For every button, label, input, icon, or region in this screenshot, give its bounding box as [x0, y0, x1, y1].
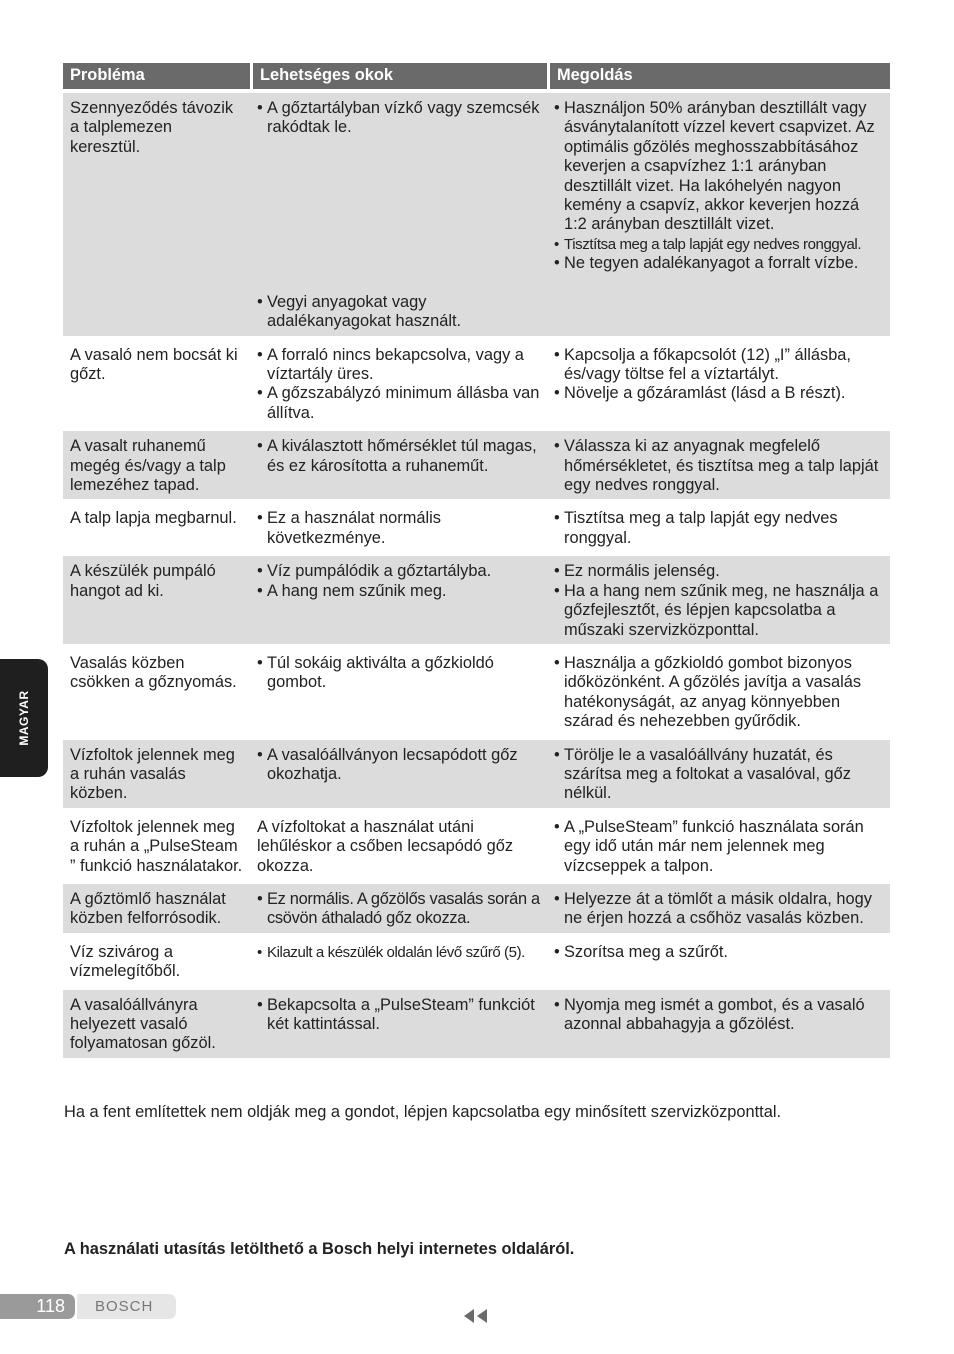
table-row: [63, 986, 890, 1058]
solution-item: • Ha a hang nem szűnik meg, ne használja a gőzfejlesztőt, és lépjen kapcsolatba a műszaki szervizközponttal.: [554, 582, 883, 640]
table-row: [63, 552, 890, 644]
cause-item: • Vegyi anyagokat vagy adalékanyagokat használt.: [257, 293, 540, 332]
language-side-tab: [0, 659, 48, 777]
download-note: A használati utasítás letölthető a Bosch helyi internetes oldaláról.: [64, 1240, 575, 1258]
solution-cell: [547, 427, 890, 499]
problem-cell: A vasalt ruhanemű megég és/vagy a talp lemezéhez tapad.: [63, 427, 250, 499]
solution-item: • A „PulseSteam” funkció használata során egy idő után már nem jelennek meg vízcseppek a talpon.: [554, 818, 883, 876]
problem-cell: Vízfoltok jelennek meg a ruhán a „PulseSteam ” funkció használatakor.: [63, 808, 250, 880]
solution-item: • Helyezze át a tömlőt a másik oldalra, hogy ne érjen hozzá a csőhöz vasalás közben.: [554, 890, 883, 929]
causes-cell: [250, 336, 547, 428]
causes-cell: [250, 499, 547, 552]
solution-item: • Használjon 50% arányban desztillált vagy ásványtalanított vízzel kevert csapvizet. Az optimális gőzölés meghosszabbításához keverjen a csapvízhez 1:1 arányban desztillált vizet. Ha lakóhelyén nagyon kemény a csapvíz, akkor keverjen hozzá 1:2 arányban desztillált vizet.: [554, 99, 883, 235]
table-row: [63, 808, 890, 880]
cause-item: • A hang nem szűnik meg.: [257, 582, 540, 601]
troubleshooting-table: [63, 63, 890, 1058]
problem-cell: Szennyeződés távozik a talplemezen keresztül.: [63, 89, 250, 336]
side-tab-label: MAGYAR: [17, 690, 31, 746]
causes-cell: [250, 552, 547, 644]
table-row: [63, 880, 890, 933]
table-header-row: [63, 63, 890, 89]
solution-cell: [547, 644, 890, 736]
cause-item: • Víz pumpálódik a gőztartályba.: [257, 562, 540, 581]
causes-cell: [250, 933, 547, 986]
header-solution: Megoldás: [547, 63, 890, 89]
solution-item: • Szorítsa meg a szűrőt.: [554, 943, 883, 962]
table-row: [63, 89, 890, 336]
table-row: [63, 644, 890, 736]
cause-item: • A forraló nincs bekapcsolva, vagy a víztartály üres.: [257, 346, 540, 385]
solution-item: • Ne tegyen adalékanyagot a forralt vízbe.: [554, 254, 883, 273]
solution-item: • Használja a gőzkioldó gombot bizonyos időközönként. A gőzölés javítja a vasalás hatékonyságát, az anyag könnyebben szárad és nehezebben gyűrődik.: [554, 654, 883, 732]
problem-cell: A talp lapja megbarnul.: [63, 499, 250, 552]
table-row: [63, 933, 890, 986]
solution-cell: [547, 89, 890, 336]
problem-cell: A vasalóállványra helyezett vasaló folyamatosan gőzöl.: [63, 986, 250, 1058]
solution-cell: [547, 986, 890, 1058]
solution-cell: [547, 736, 890, 808]
table-row: [63, 736, 890, 808]
solution-item: • Kapcsolja a főkapcsolót (12) „I” állásba, és/vagy töltse fel a víztartályt.: [554, 346, 883, 385]
causes-cell: [250, 986, 547, 1058]
causes-cell: [250, 89, 547, 336]
cause-item: • Ez normális. A gőzölős vasalás során a csövön áthaladó gőz okozza.: [257, 890, 540, 929]
solution-item: • Növelje a gőzáramlást (lásd a B részt).: [554, 384, 883, 403]
problem-cell: A gőztömlő használat közben felforrósodik.: [63, 880, 250, 933]
problem-cell: Vasalás közben csökken a gőznyomás.: [63, 644, 250, 736]
problem-cell: Vízfoltok jelennek meg a ruhán vasalás közben.: [63, 736, 250, 808]
cause-item: • A gőzszabályzó minimum állásba van állítva.: [257, 384, 540, 423]
service-note: Ha a fent említettek nem oldják meg a gondot, lépjen kapcsolatba egy minősített szervizközponttal.: [64, 1103, 782, 1121]
solution-cell: [547, 808, 890, 880]
solution-cell: [547, 499, 890, 552]
cause-item: • Túl sokáig aktiválta a gőzkioldó gombot.: [257, 654, 540, 693]
solution-item: • Válassza ki az anyagnak megfelelő hőmérsékletet, és tisztítsa meg a talp lapját egy nedves ronggyal.: [554, 437, 883, 495]
solution-item: • Ez normális jelenség.: [554, 562, 883, 581]
double-left-arrow-icon[interactable]: [462, 1308, 490, 1324]
causes-cell: [250, 427, 547, 499]
table-row: [63, 427, 890, 499]
causes-cell: A vízfoltokat a használat utáni lehűléskor a csőben lecsapódó gőz okozza.: [250, 808, 547, 880]
solution-item: • Törölje le a vasalóállvány huzatát, és szárítsa meg a foltokat a vasalóval, gőz nélkül.: [554, 746, 883, 804]
cause-item: • Bekapcsolta a „PulseSteam” funkciót két kattintással.: [257, 996, 540, 1035]
page-number: 118: [0, 1294, 75, 1319]
solution-item: • Nyomja meg ismét a gombot, és a vasaló azonnal abbahagyja a gőzölést.: [554, 996, 883, 1035]
problem-cell: Víz szivárog a vízmelegítőből.: [63, 933, 250, 986]
cause-item: • Ez a használat normális következménye.: [257, 509, 540, 548]
table-row: [63, 499, 890, 552]
problem-cell: A készülék pumpáló hangot ad ki.: [63, 552, 250, 644]
solution-item: • Tisztítsa meg a talp lapját egy nedves ronggyal.: [554, 235, 883, 254]
cause-item: • A vasalóállványon lecsapódott gőz okozhatja.: [257, 746, 540, 785]
problem-cell: A vasaló nem bocsát ki gőzt.: [63, 336, 250, 428]
causes-cell: [250, 880, 547, 933]
solution-cell: [547, 552, 890, 644]
cause-item: • A gőztartályban vízkő vagy szemcsék rakódtak le.: [257, 99, 540, 138]
solution-cell: [547, 336, 890, 428]
footer-brand: BOSCH: [77, 1294, 176, 1319]
table-row: [63, 336, 890, 428]
solution-cell: [547, 933, 890, 986]
solution-item: • Tisztítsa meg a talp lapját egy nedves ronggyal.: [554, 509, 883, 548]
solution-cell: [547, 880, 890, 933]
header-causes: Lehetséges okok: [250, 63, 547, 89]
cause-item: • Kilazult a készülék oldalán lévő szűrő (5).: [257, 943, 540, 962]
header-problem: Probléma: [63, 63, 250, 89]
causes-cell: [250, 644, 547, 736]
causes-cell: [250, 736, 547, 808]
cause-item: • A kiválasztott hőmérséklet túl magas, és ez károsította a ruhaneműt.: [257, 437, 540, 476]
